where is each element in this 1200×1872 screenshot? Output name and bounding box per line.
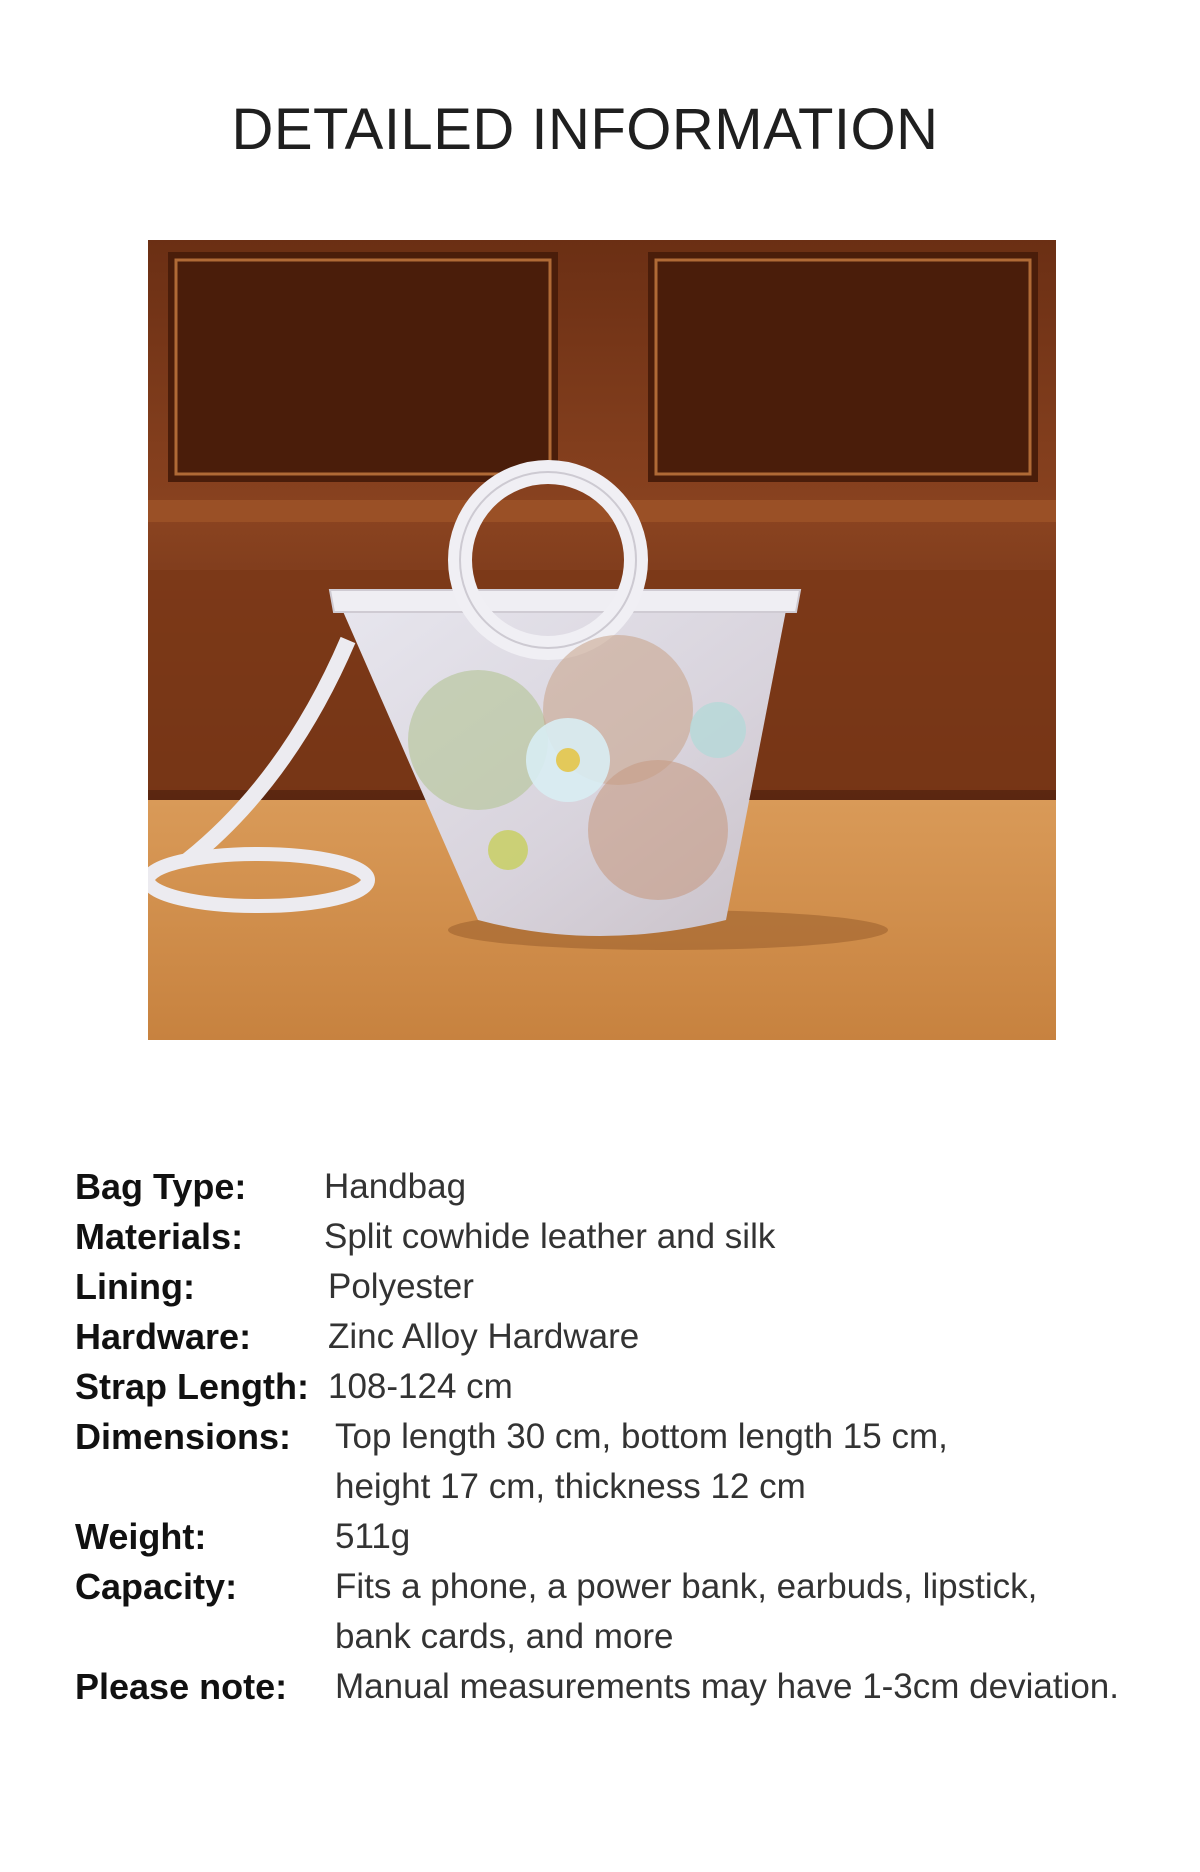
spec-value: Split cowhide leather and silk [324, 1217, 776, 1256]
spec-label: Lining: [75, 1266, 195, 1307]
spec-label: Materials: [75, 1216, 244, 1257]
spec-value: Fits a phone, a power bank, earbuds, lipstick, bank cards, and more [335, 1567, 1038, 1656]
spec-label: Bag Type: [75, 1166, 247, 1207]
spec-row-please-note [75, 1662, 1175, 1712]
spec-value: Handbag [324, 1167, 467, 1206]
spec-row-strap-length [75, 1362, 1175, 1412]
spec-label: Hardware: [75, 1316, 252, 1357]
spec-value: Manual measurements may have 1-3cm deviation. [335, 1667, 1119, 1706]
spec-label: Strap Length: [75, 1366, 309, 1407]
spec-value: 511g [335, 1517, 411, 1556]
spec-row-capacity [75, 1562, 1175, 1662]
product-photo [148, 240, 1056, 1040]
spec-value: Polyester [328, 1267, 474, 1306]
spec-row-weight [75, 1512, 1175, 1562]
spec-value: Top length 30 cm, bottom length 15 cm, height 17 cm, thickness 12 cm [335, 1417, 948, 1506]
spec-row-dimensions [75, 1412, 1175, 1512]
spec-value: Zinc Alloy Hardware [328, 1317, 640, 1356]
spec-row-hardware [75, 1312, 1175, 1362]
page-title: DETAILED INFORMATION [231, 97, 939, 162]
spec-row-bag-type [75, 1162, 1175, 1212]
spec-label: Capacity: [75, 1566, 238, 1607]
spec-row-lining [75, 1262, 1175, 1312]
spec-label: Weight: [75, 1516, 207, 1557]
spec-list [75, 1162, 1175, 1712]
spec-value: 108-124 cm [328, 1367, 513, 1406]
spec-row-materials [75, 1212, 1175, 1262]
spec-label: Dimensions: [75, 1416, 292, 1457]
spec-label: Please note: [75, 1666, 288, 1707]
